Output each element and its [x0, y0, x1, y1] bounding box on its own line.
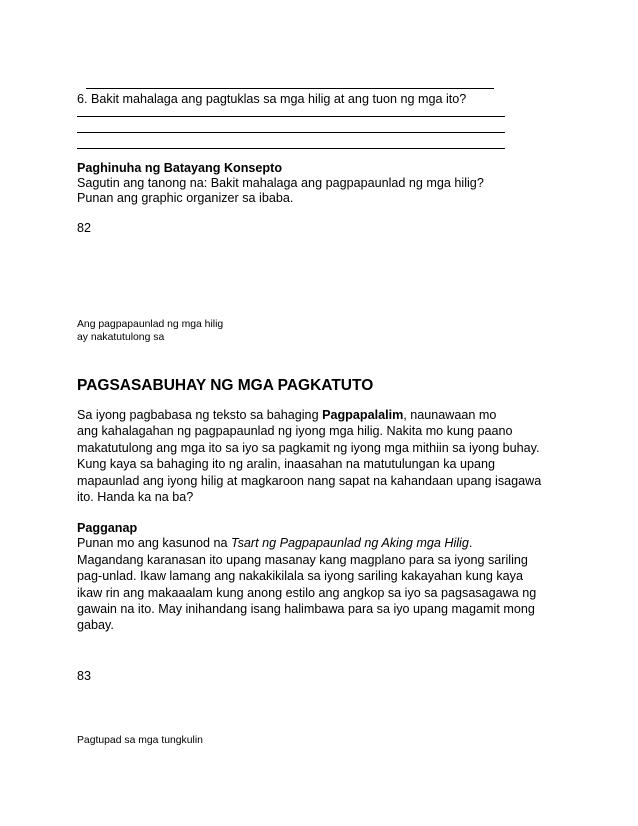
pagganap-line-1: Punan mo ang kasunod na Tsart ng Pagpapaunlad ng Aking mga Hilig. [77, 536, 473, 550]
paghinuha-line-1: Sagutin ang tanong na: Bakit mahalaga ang pagpapaunlad ng mga hilig? [77, 176, 484, 190]
organizer-text-line-1: Ang pagpapaunlad ng mga hilig [77, 319, 224, 330]
pagganap-line-5: gawain na ito. May inihandang isang halimbawa para sa iyo upang magamit mong [77, 602, 535, 616]
answer-line-top [86, 88, 494, 89]
answer-line-3 [77, 148, 505, 149]
organizer-text-line-2: ay nakatutulong sa [77, 332, 165, 343]
question-6: 6. Bakit mahalaga ang pagtuklas sa mga hilig at ang tuon ng mga ito? [77, 92, 467, 106]
pagganap-line-3: pag-unlad. Ikaw lamang ang nakakikilala sa iyong sariling kakayahan kung kaya [77, 569, 523, 583]
tsart-title: Tsart ng Pagpapaunlad ng Aking mga Hilig [231, 536, 469, 550]
page-number-83: 83 [77, 669, 92, 683]
pagsasabuhay-paragraph-line-5: mapaunlad ang iyong hilig at magkaroon nang sapat na kahandaan upang isagawa [77, 474, 542, 488]
pagpapalalim-emphasis: Pagpapalalim [322, 408, 404, 422]
pagganap-line-4: ikaw rin ang makaaalam kung anong estilo ang angkop sa iyo sa pagsasagawa ng [77, 586, 537, 600]
footer-text: Pagtupad sa mga tungkulin [77, 735, 203, 746]
pagganap-line-6: gabay. [77, 618, 114, 632]
pagganap-heading: Pagganap [77, 521, 138, 535]
page-number-82: 82 [77, 221, 92, 235]
paghinuha-heading: Paghinuha ng Batayang Konsepto [77, 161, 283, 175]
answer-line-2 [77, 132, 505, 133]
pagsasabuhay-paragraph-line-1: Sa iyong pagbabasa ng teksto sa bahaging Pagpapalalim, naunawaan mo [77, 408, 497, 422]
pagsasabuhay-paragraph-line-6: ito. Handa ka na ba? [77, 490, 194, 504]
pagsasabuhay-paragraph-line-2: ang kahalagahan ng pagpapaunlad ng iyong mga hilig. Nakita mo kung paano [77, 424, 513, 438]
answer-line-1 [77, 116, 505, 117]
pagsasabuhay-paragraph-line-3: makatutulong ang mga ito sa iyo sa pagkamit ng iyong mga mithiin sa iyong buhay. [77, 441, 540, 455]
paghinuha-line-2: Punan ang graphic organizer sa ibaba. [77, 191, 294, 205]
pagganap-line-2: Magandang karanasan ito upang masanay kang magplano para sa iyong sariling [77, 553, 528, 567]
pagsasabuhay-heading: PAGSASABUHAY NG MGA PAGKATUTO [77, 377, 374, 394]
pagsasabuhay-paragraph-line-4: Kung kaya sa bahaging ito ng aralin, inaasahan na matutulungan ka upang [77, 457, 496, 471]
